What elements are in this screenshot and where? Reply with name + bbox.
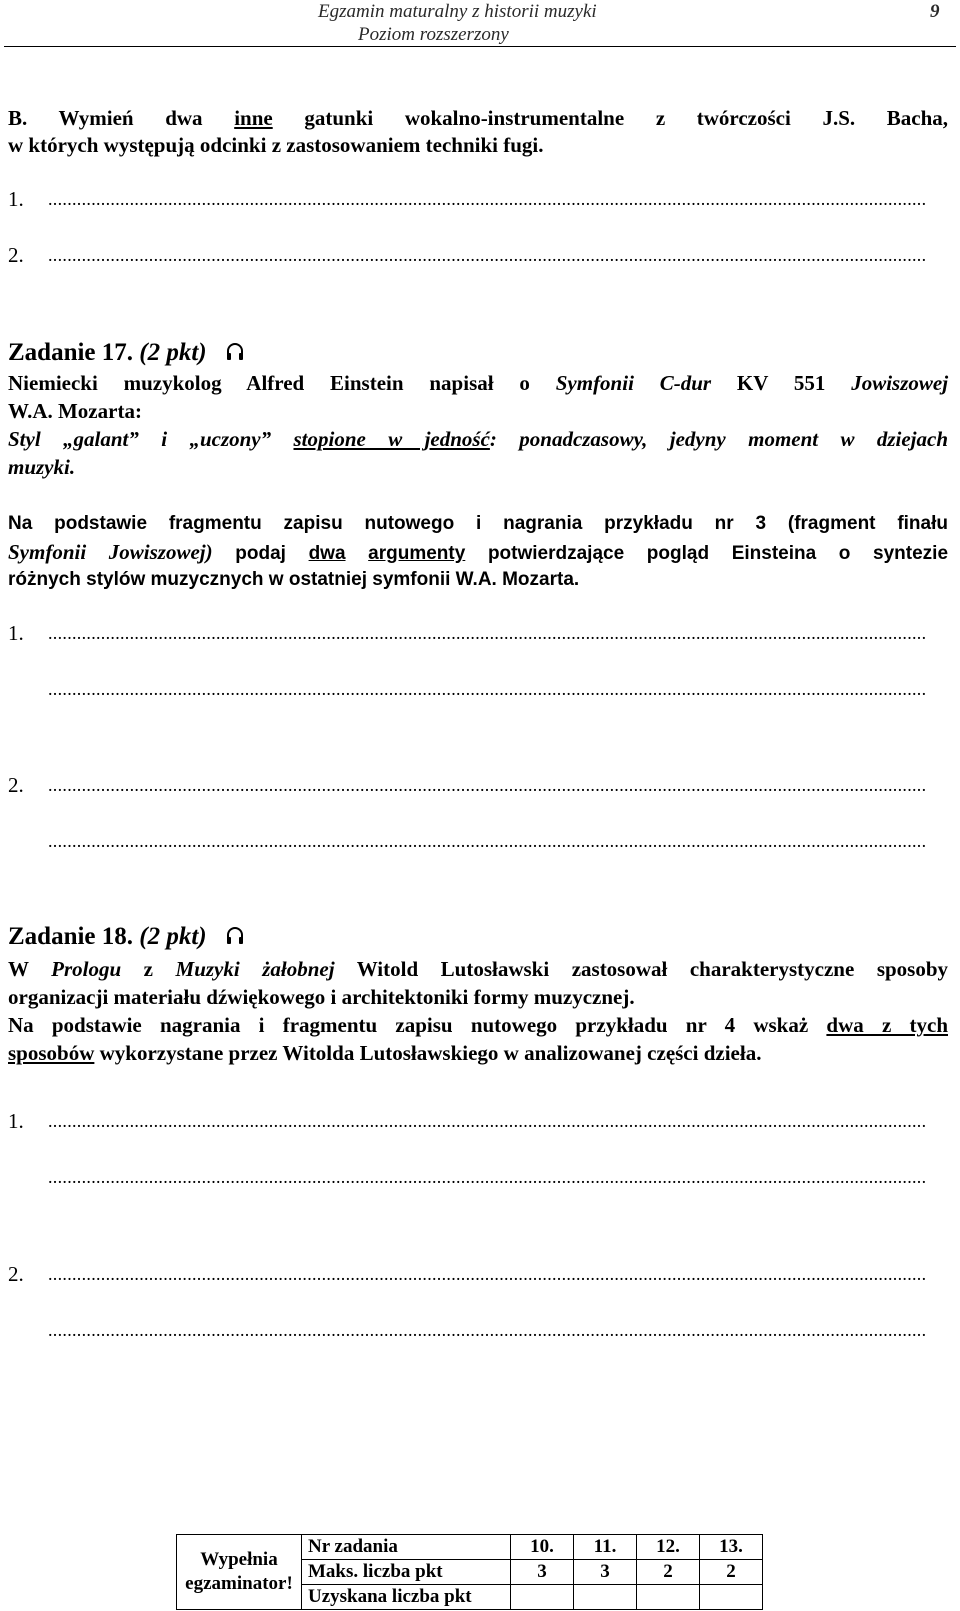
task-17-instruction-line-2: Symfonii Jowiszowej) podaj dwa argumenty potwierdzające pogląd Einsteina o syntezie — [8, 540, 949, 564]
task-17-quote-line-2: muzyki. — [8, 455, 76, 479]
task-17-answer-number-1: 1. — [8, 621, 24, 645]
page-number: 9 — [930, 1, 940, 22]
task-18-answer-line-1a[interactable]: ....................................................................................................................................................................................... — [48, 1111, 927, 1131]
score-table — [176, 1534, 763, 1610]
headphones-icon — [225, 924, 245, 954]
task-17-intro-line-2: W.A. Mozarta: — [8, 399, 142, 423]
task-number-cell: 10. — [511, 1535, 574, 1560]
task-17-instruction-line-3: różnych stylów muzycznych w ostatniej symfonii W.A. Mozarta. — [8, 569, 580, 590]
row-label-max-points: Maks. liczba pkt — [302, 1560, 511, 1585]
examiner-fill-label: Wypełnia egzaminator! — [177, 1535, 302, 1610]
task-18-line-3: Na podstawie nagrania i fragmentu zapisu nutowego przykładu nr 4 wskaż dwa z tych — [8, 1013, 948, 1037]
header-divider — [4, 46, 956, 47]
row-label-obtained-points: Uzyskana liczba pkt — [302, 1585, 511, 1610]
task-18-answer-line-2a[interactable]: ....................................................................................................................................................................................... — [48, 1264, 927, 1284]
task-18-answer-line-1b[interactable]: ....................................................................................................................................................................................... — [48, 1167, 927, 1187]
task-17-heading: Zadanie 17. (2 pkt) — [8, 338, 245, 370]
max-points-cell: 2 — [700, 1560, 763, 1585]
task-18-answer-number-2: 2. — [8, 1262, 24, 1286]
max-points-cell: 3 — [511, 1560, 574, 1585]
obtained-points-cell[interactable] — [574, 1585, 637, 1610]
max-points-cell: 2 — [637, 1560, 700, 1585]
task-17-quote-line-1: Styl „galant” i „uczony” stopione w jedność: ponadczasowy, jedyny moment w dziejach — [8, 427, 949, 451]
part-b-answer-number-2: 2. — [8, 243, 24, 267]
max-points-cell: 3 — [574, 1560, 637, 1585]
exam-level: Poziom rozszerzony — [358, 24, 509, 45]
task-17-instruction-line-1: Na podstawie fragmentu zapisu nutowego i nagrania przykładu nr 3 (fragment finału — [8, 513, 948, 534]
part-b-answer-line-1[interactable]: ....................................................................................................................................................................................... — [48, 189, 927, 209]
task-18-line-1: W Prologu z Muzyki żałobnej Witold Lutosławski zastosował charakterystyczne sposoby — [8, 957, 949, 981]
task-18-heading: Zadanie 18. (2 pkt) — [8, 922, 245, 954]
score-row-task-numbers — [177, 1535, 763, 1560]
exam-title: Egzamin maturalny z historii muzyki — [318, 1, 597, 22]
task-18-line-2: organizacji materiału dźwiękowego i architektoniki formy muzycznej. — [8, 985, 635, 1009]
task-18-answer-line-2b[interactable]: ....................................................................................................................................................................................... — [48, 1320, 927, 1340]
task-17-answer-line-2a[interactable]: ....................................................................................................................................................................................... — [48, 775, 927, 795]
headphones-icon — [225, 340, 245, 370]
task-18-line-4: sposobów wykorzystane przez Witolda Lutosławskiego w analizowanej części dzieła. — [8, 1041, 762, 1065]
task-number-cell: 12. — [637, 1535, 700, 1560]
obtained-points-cell[interactable] — [511, 1585, 574, 1610]
row-label-task-number: Nr zadania — [302, 1535, 511, 1560]
task-17-answer-line-2b[interactable]: ....................................................................................................................................................................................... — [48, 831, 927, 851]
task-number-cell: 13. — [700, 1535, 763, 1560]
obtained-points-cell[interactable] — [700, 1585, 763, 1610]
task-17-intro-line-1: Niemiecki muzykolog Alfred Einstein napisał o Symfonii C-dur KV 551 Jowiszowej — [8, 371, 949, 395]
task-number-cell: 11. — [574, 1535, 637, 1560]
task-17-answer-number-2: 2. — [8, 773, 24, 797]
obtained-points-cell[interactable] — [637, 1585, 700, 1610]
part-b-answer-number-1: 1. — [8, 187, 24, 211]
part-b-answer-line-2[interactable]: ....................................................................................................................................................................................... — [48, 245, 927, 265]
task-17-answer-line-1a[interactable]: ....................................................................................................................................................................................... — [48, 623, 927, 643]
part-b-question-line-1: B. Wymień dwa inne gatunki wokalno-instrumentalne z twórczości J.S. Bacha, — [8, 106, 949, 130]
task-18-answer-number-1: 1. — [8, 1109, 24, 1133]
part-b-question-line-2: w których występują odcinki z zastosowaniem techniki fugi. — [8, 133, 544, 157]
task-17-answer-line-1b[interactable]: ....................................................................................................................................................................................... — [48, 679, 927, 699]
